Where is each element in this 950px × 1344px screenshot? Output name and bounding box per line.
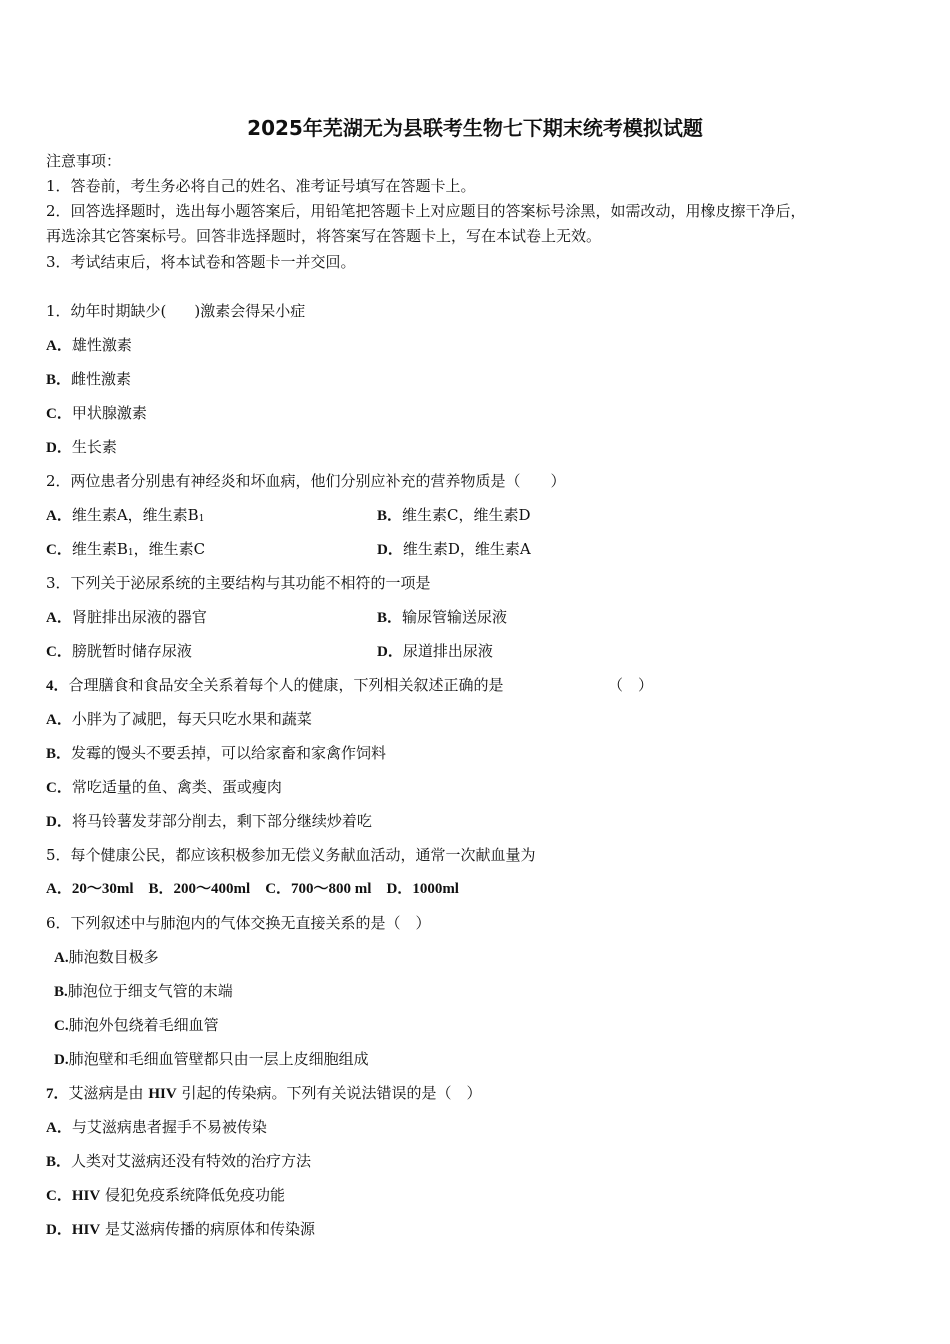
question-number: 5． <box>46 846 71 864</box>
option-text: 维生素B <box>71 540 128 558</box>
option-letter: A． <box>46 338 72 354</box>
notice-item-2-cont: 再选涂其它答案标号。回答非选择题时，将答案写在答题卡上，写在本试卷上无效。 <box>46 227 602 245</box>
option-text: 发霉的馒头不要丢掉，可以给家畜和家禽作饲料 <box>71 744 387 762</box>
question-5-option-b <box>149 881 251 897</box>
option-letter: C. <box>54 1018 69 1034</box>
option-letter: A． <box>46 712 72 728</box>
question-6-stem <box>46 913 431 933</box>
option-text: 维生素C，维生素D <box>402 506 531 524</box>
subscript: 1 <box>198 514 205 524</box>
option-text: 将马铃薯发芽部分削去，剩下部分继续炒着吃 <box>71 812 372 830</box>
question-5-option-c <box>265 881 371 897</box>
question-stem: 下列关于泌尿系统的主要结构与其功能不相符的一项是 <box>70 574 431 592</box>
question-5-option-a <box>46 881 134 897</box>
question-stem-part: 幼年时期缺少( <box>70 302 167 320</box>
question-6-option-b <box>54 981 233 1002</box>
option-letter: A. <box>54 950 69 966</box>
question-3-options-row-2 <box>46 641 906 662</box>
option-text: 甲状腺激素 <box>71 404 147 422</box>
question-4-option-b <box>46 743 386 764</box>
question-7-option-d <box>46 1219 315 1240</box>
option-letter: A． <box>46 610 72 626</box>
option-text: 雄性激素 <box>71 336 132 354</box>
option-letter: B． <box>46 1154 72 1170</box>
question-2-options-row-1 <box>46 505 906 529</box>
question-stem: 两位患者分别患有神经炎和坏血病，他们分别应补充的营养物质是（ ） <box>70 472 566 490</box>
option-text: 肺泡数目极多 <box>68 948 159 966</box>
option-letter: D． <box>46 440 72 456</box>
question-6-option-c <box>54 1015 219 1036</box>
option-text: 侵犯免疫系统降低免疫功能 <box>104 1186 285 1204</box>
question-stem-part: 艾滋病是由 <box>68 1084 144 1102</box>
option-text: 人类对艾滋病还没有特效的治疗方法 <box>71 1152 312 1170</box>
question-stem-part: )激素会得呆小症 <box>194 302 306 320</box>
question-3-stem <box>46 573 431 593</box>
option-text: 膀胱暂时储存尿液 <box>71 642 192 660</box>
option-letter: D． <box>46 1222 72 1238</box>
question-7-option-c <box>46 1185 285 1206</box>
option-text: 肺泡外包绕着毛细血管 <box>68 1016 219 1034</box>
option-text: 1000ml <box>412 881 459 897</box>
question-number: 1． <box>46 302 71 320</box>
question-3-option-b <box>377 607 507 628</box>
question-1-option-c <box>46 403 147 424</box>
option-letter: D． <box>377 542 403 558</box>
question-1-option-d <box>46 437 117 458</box>
option-text: 尿道排出尿液 <box>402 642 493 660</box>
question-7-stem <box>46 1083 481 1104</box>
option-letter: D． <box>377 644 403 660</box>
option-text: 维生素A，维生素B <box>71 506 199 524</box>
option-letter: A． <box>46 881 72 897</box>
option-letter: C． <box>46 644 72 660</box>
question-stem: 下列叙述中与肺泡内的气体交换无直接关系的是（ ） <box>70 914 431 932</box>
option-letter: A． <box>46 1120 72 1136</box>
question-5-option-d <box>386 881 459 897</box>
question-7-option-a <box>46 1117 267 1138</box>
question-1-option-b <box>46 369 131 390</box>
hiv-term: HIV <box>71 1222 101 1238</box>
option-letter: D． <box>46 814 72 830</box>
option-text: 肾脏排出尿液的器官 <box>71 608 207 626</box>
option-text: 是艾滋病传播的病原体和传染源 <box>104 1220 315 1238</box>
question-2-option-d <box>377 539 531 560</box>
question-3-options-row-1 <box>46 607 906 628</box>
option-text: 700～800 ml <box>291 881 372 897</box>
option-letter: B． <box>46 372 72 388</box>
option-letter: C． <box>46 542 72 558</box>
option-letter: B． <box>148 881 174 897</box>
option-text: ，维生素C <box>133 540 206 558</box>
question-2-stem <box>46 471 566 491</box>
page-title: 2025年芜湖无为县联考生物七下期末统考模拟试题 <box>247 116 703 140</box>
question-5-options-row <box>46 879 459 899</box>
option-text: 小胖为了减肥，每天只吃水果和蔬菜 <box>71 710 312 728</box>
option-letter: A． <box>46 508 72 524</box>
question-2-option-c <box>46 540 205 558</box>
question-3-option-d <box>377 641 493 662</box>
option-text: 雌性激素 <box>71 370 132 388</box>
question-2-options-row-2 <box>46 539 906 563</box>
question-2-option-a <box>46 506 204 524</box>
question-1-stem <box>46 301 305 321</box>
question-4-option-c <box>46 777 282 798</box>
option-text: 常吃适量的鱼、禽类、蛋或瘦肉 <box>71 778 282 796</box>
option-letter: C． <box>46 1188 72 1204</box>
question-4-option-a <box>46 709 312 730</box>
question-number: 2． <box>46 472 71 490</box>
hiv-term: HIV <box>71 1188 101 1204</box>
option-text: 输尿管输送尿液 <box>402 608 508 626</box>
question-6-option-d <box>54 1049 369 1070</box>
subscript: 1 <box>127 548 134 558</box>
option-letter: B． <box>377 610 403 626</box>
hiv-term: HIV <box>148 1086 177 1102</box>
question-number: 7． <box>46 1086 69 1102</box>
question-4-option-d <box>46 811 372 832</box>
question-number: 4． <box>46 678 69 694</box>
question-2-option-b <box>377 505 531 526</box>
option-letter: C． <box>46 780 72 796</box>
option-letter: C． <box>46 406 72 422</box>
question-number: 3． <box>46 574 71 592</box>
question-6-option-a <box>54 947 159 968</box>
question-7-option-b <box>46 1151 311 1172</box>
notice-item-3: 3．考试结束后，将本试卷和答题卡一并交回。 <box>46 253 356 271</box>
question-3-option-c <box>46 642 192 660</box>
option-text: 生长素 <box>71 438 117 456</box>
option-letter: B. <box>54 984 68 1000</box>
notice-item-2: 2．回答选择题时，选出每小题答案后，用铅笔把答题卡上对应题目的答案标号涂黑，如需改动，用橡皮擦干净后， <box>46 202 806 220</box>
question-stem: 每个健康公民，都应该积极参加无偿义务献血活动，通常一次献血量为 <box>70 846 536 864</box>
question-number: 6． <box>46 914 71 932</box>
option-letter: D． <box>386 881 413 897</box>
question-4-stem <box>46 675 906 696</box>
option-text: 肺泡位于细支气管的末端 <box>67 982 233 1000</box>
question-stem: 合理膳食和食品安全关系着每个人的健康，下列相关叙述正确的是 <box>68 676 504 694</box>
question-5-stem <box>46 845 536 865</box>
option-letter: C． <box>265 881 292 897</box>
answer-paren: （ ） <box>608 676 654 694</box>
option-letter: D. <box>54 1052 69 1068</box>
option-text: 维生素D，维生素A <box>402 540 531 558</box>
option-letter: B． <box>377 508 403 524</box>
notice-heading: 注意事项： <box>46 152 122 170</box>
question-3-option-a <box>46 608 207 626</box>
option-text: 200～400ml <box>173 881 251 897</box>
option-letter: B． <box>46 746 72 762</box>
question-1-option-a <box>46 335 132 356</box>
option-text: 与艾滋病患者握手不易被传染 <box>71 1118 267 1136</box>
option-text: 肺泡壁和毛细血管壁都只由一层上皮细胞组成 <box>68 1050 369 1068</box>
notice-item-1: 1．答卷前，考生务必将自己的姓名、准考证号填写在答题卡上。 <box>46 177 476 195</box>
question-stem-part: 引起的传染病。下列有关说法错误的是（ ） <box>181 1084 482 1102</box>
option-text: 20～30ml <box>71 881 134 897</box>
